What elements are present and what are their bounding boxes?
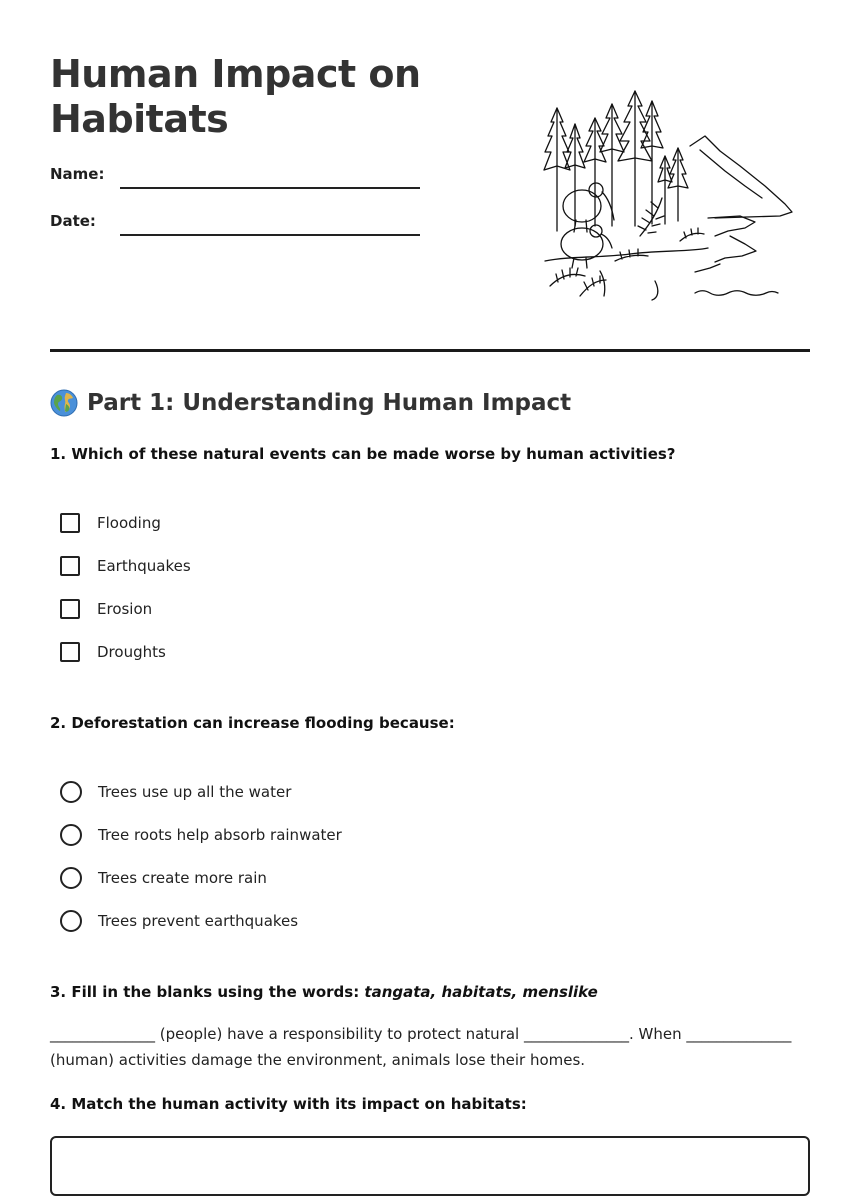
q2-option-label: Trees use up all the water bbox=[98, 783, 292, 801]
q2-option-4[interactable] bbox=[60, 909, 298, 933]
worksheet-title: Human Impact on Habitats bbox=[50, 52, 421, 141]
q2-option-2[interactable] bbox=[60, 823, 342, 847]
q1-option-flooding[interactable] bbox=[60, 511, 161, 535]
radio-button[interactable] bbox=[60, 910, 82, 932]
question-3-fill-text: ______________ (people) have a responsibility to protect natural ______________. When ______________ (human) activities damage the environment, animals lose their homes. bbox=[50, 1025, 792, 1069]
name-input-line[interactable] bbox=[120, 187, 420, 189]
part1-heading-text: Part 1: Understanding Human Impact bbox=[87, 390, 572, 416]
question-3-prompt bbox=[50, 983, 598, 1001]
q2-option-label: Trees prevent earthquakes bbox=[98, 912, 299, 930]
q1-option-label: Erosion bbox=[97, 600, 153, 618]
checkbox[interactable] bbox=[60, 513, 80, 533]
q2-option-3[interactable] bbox=[60, 866, 267, 890]
q1-option-droughts[interactable] bbox=[60, 640, 166, 664]
radio-button[interactable] bbox=[60, 781, 82, 803]
part1-heading bbox=[50, 388, 571, 418]
q2-option-label: Trees create more rain bbox=[98, 869, 267, 887]
question-3-word-bank: tangata, habitats, menslike bbox=[364, 983, 598, 1001]
checkbox[interactable] bbox=[60, 642, 80, 662]
question-3-prompt-text: 3. Fill in the blanks using the words: bbox=[50, 983, 365, 1001]
header-divider bbox=[50, 349, 810, 352]
question-4-prompt: 4. Match the human activity with its impact on habitats: bbox=[50, 1095, 527, 1113]
q1-option-label: Droughts bbox=[97, 643, 166, 661]
question-1-prompt: 1. Which of these natural events can be made worse by human activities? bbox=[50, 445, 676, 463]
q2-option-1[interactable] bbox=[60, 780, 291, 804]
radio-button[interactable] bbox=[60, 867, 82, 889]
name-label: Name: bbox=[50, 165, 105, 183]
radio-button[interactable] bbox=[60, 824, 82, 846]
q1-option-label: Flooding bbox=[97, 514, 161, 532]
worksheet-header bbox=[50, 0, 810, 352]
date-input-line[interactable] bbox=[120, 234, 420, 236]
worksheet-page bbox=[50, 0, 810, 1113]
checkbox[interactable] bbox=[60, 556, 80, 576]
q1-option-label: Earthquakes bbox=[97, 557, 191, 575]
question-2-prompt: 2. Deforestation can increase flooding because: bbox=[50, 714, 455, 732]
date-label: Date: bbox=[50, 212, 96, 230]
forest-kiwi-mountain-illustration bbox=[540, 86, 800, 304]
checkbox[interactable] bbox=[60, 599, 80, 619]
q1-option-erosion[interactable] bbox=[60, 597, 152, 621]
q1-option-earthquakes[interactable] bbox=[60, 554, 191, 578]
matching-table bbox=[50, 1136, 810, 1196]
q2-option-label: Tree roots help absorb rainwater bbox=[98, 826, 342, 844]
globe-icon bbox=[50, 389, 78, 417]
